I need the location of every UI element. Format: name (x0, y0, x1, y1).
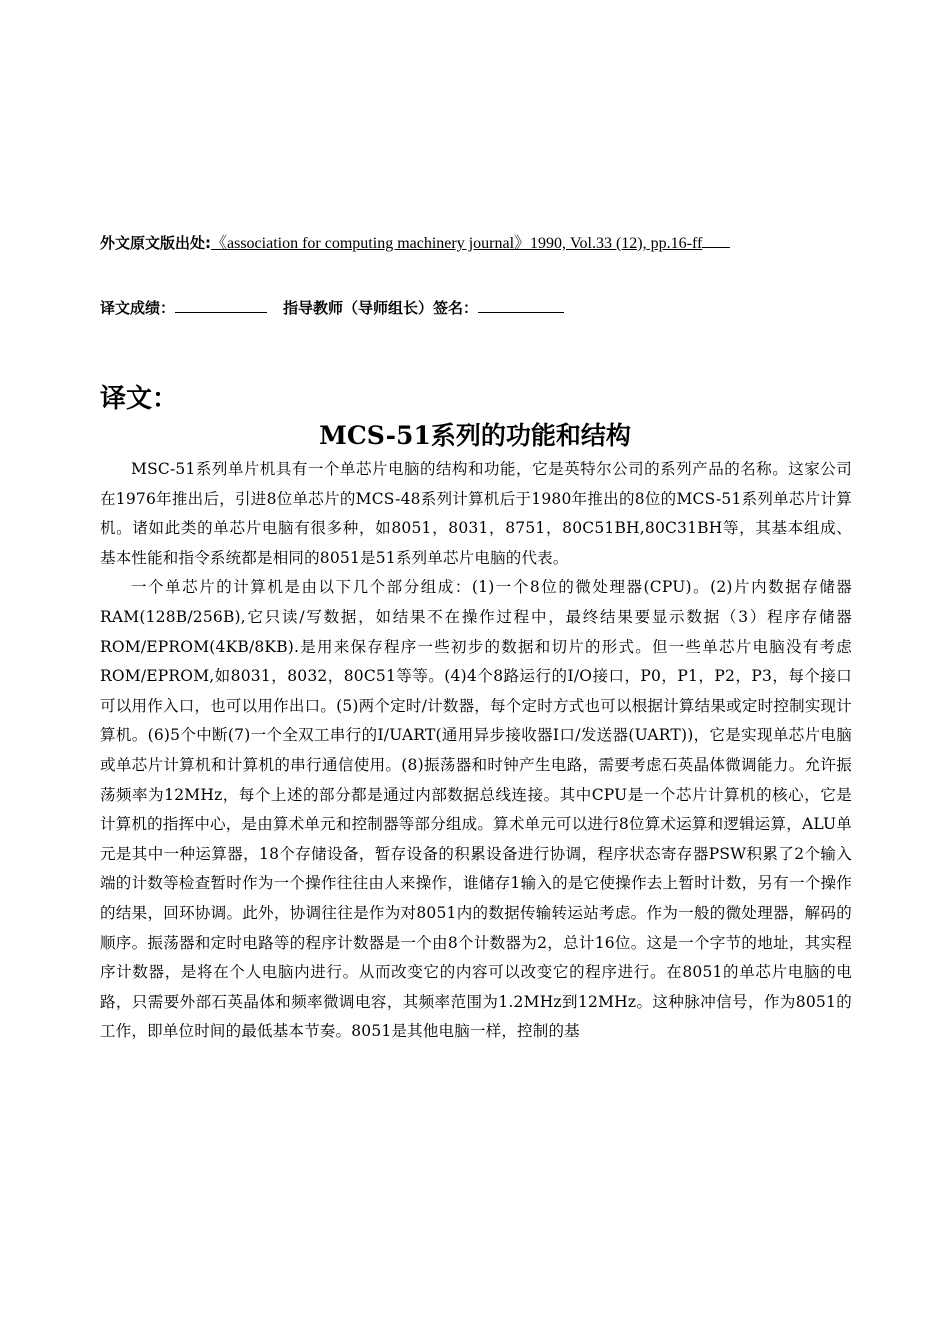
paragraph-intro: MSC-51系列单片机具有一个单芯片电脑的结构和功能，它是英特尔公司的系列产品的名称。这家公司在1976年推出后，引进8位单芯片的MCS-48系列计算机后于1980年推出的8位的MCS-51系列单芯片计算机。诸如此类的单芯片电脑有很多种，如8051，8031，8751，80C51BH,80C31BH等，其基本组成、基本性能和指令系统都是相同的8051是51系列单芯片电脑的代表。 (100, 460, 852, 567)
grade-blank (175, 298, 267, 313)
body-text (100, 455, 852, 1047)
document-title: MCS-51系列的功能和结构 (319, 421, 631, 450)
grade-label: 译文成绩： (100, 299, 176, 317)
source-label: 外文原文版出处: (100, 234, 211, 252)
section-heading: 译文： (100, 384, 179, 414)
source-value: 《association for computing machinery journal》1990, Vol.33 (12), pp.16-ff (211, 235, 703, 252)
source-underline (702, 233, 730, 248)
signature-blank (478, 298, 564, 313)
source-citation (100, 233, 852, 254)
grading-line (100, 297, 860, 319)
paragraph-components: 一个单芯片的计算机是由以下几个部分组成：(1)一个8位的微处理器(CPU)。(2)片内数据存储器RAM(128B/256B),它只读/写数据，如结果不在操作过程中，最终结果要显示数据（3）程序存储器ROM/EPROM(4KB/8KB).是用来保存程序一些初步的数据和切片的形式。但一些单芯片电脑没有考虑ROM/EPROM,如8031，8032，80C51等等。(4)4个8路运行的I/O接口，P0，P1，P2，P3，每个接口可以用作入口，也可以用作出口。(5)两个定时/计数器，每个定时方式也可以根据计算结果或定时控制实现计算机。(6)5个中断(7)一个全双工串行的I/UART(通用异步接收器I口/发送器(UART))，它是实现单芯片电脑或单芯片计算机和计算机的串行通信使用。(8)振荡器和时钟产生电路，需要考虑石英晶体微调能力。允许振荡频率为12MHz，每个上述的部分都是通过内部数据总线连接。其中CPU是一个芯片计算机的核心，它是计算机的指挥中心，是由算术单元和控制器等部分组成。算术单元可以进行8位算术运算和逻辑运算，ALU单元是其中一种运算器，18个存储设备，暂存设备的积累设备进行协调，程序状态寄存器PSW积累了2个输入端的计数等检查暂时作为一个操作往往由人来操作，谁储存1输入的是它使操作去上暂时计数，另有一个操作的结果，回环协调。此外，协调往往是作为对8051内的数据传输转运站考虑。作为一般的微处理器，解码的顺序。振荡器和定时电路等的程序计数器是一个由8个计数器为2，总计16位。这是一个字节的地址，其实程序计数器，是将在个人电脑内进行。从而改变它的内容可以改变它的程序进行。在8051的单芯片电脑的电路，只需要外部石英晶体和频率微调电容，其频率范围为1.2MHz到12MHz。这种脉冲信号，作为8051的工作，即单位时间的最低基本节奏。8051是其他电脑一样，控制的基 (100, 578, 852, 1041)
advisor-signature-label: 指导教师（导师组长）签名： (283, 299, 479, 317)
